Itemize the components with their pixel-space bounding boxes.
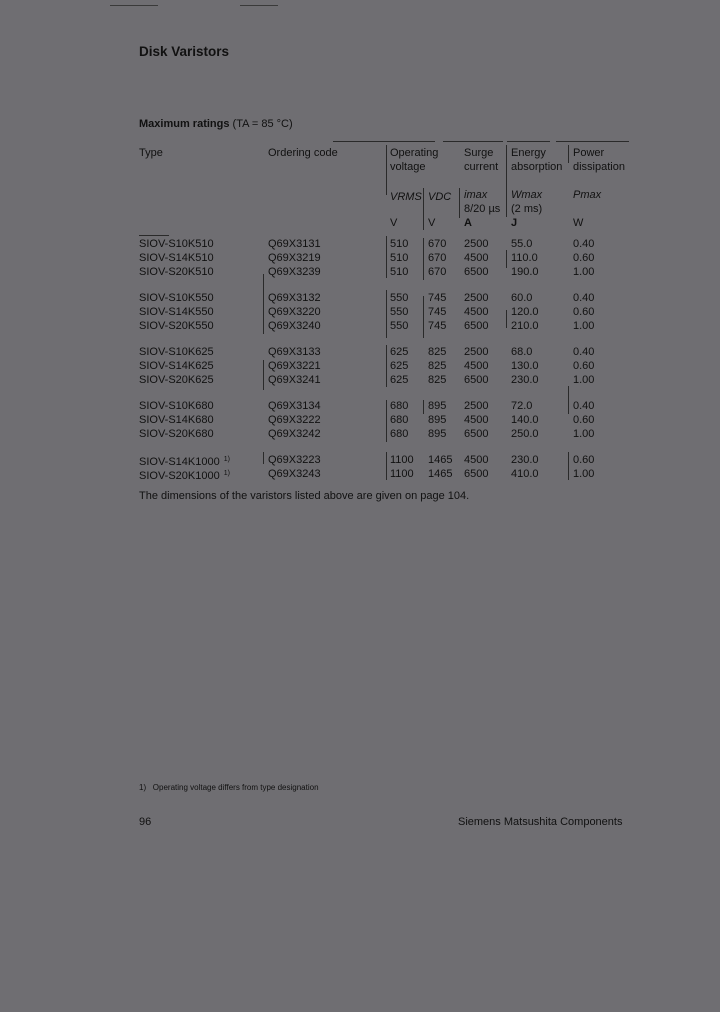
- col-header-vdc: VDC: [428, 191, 452, 203]
- cell-vrms-text: 625: [390, 346, 409, 358]
- cell-imax-text: 6500: [464, 266, 489, 278]
- cell-imax-text: 6500: [464, 468, 489, 480]
- header-separator: [568, 145, 569, 163]
- cell-type: [139, 467, 230, 483]
- cell-vrms: [390, 453, 414, 467]
- cell-imax-text: 6500: [464, 428, 489, 440]
- cell-type-text: SIOV-S14K680: [139, 414, 214, 426]
- header-separator: [386, 145, 387, 195]
- cell-vrms-text: 1100: [390, 468, 414, 480]
- cell-vrms: [390, 399, 408, 413]
- cell-ordering-code: [268, 467, 321, 481]
- cell-type: [139, 345, 214, 359]
- scan-artifact-top: [110, 5, 158, 6]
- cell-imax: [464, 359, 488, 373]
- cell-type-text: SIOV-S20K1000: [139, 470, 220, 482]
- cell-vdc: [428, 453, 452, 467]
- cell-imax-text: 2500: [464, 346, 489, 358]
- cell-ordering-code-text: Q69X3243: [268, 468, 321, 480]
- col-header-power-dissipation-1: Power: [573, 147, 605, 159]
- table-row: [0, 237, 720, 251]
- cell-wmax: [511, 427, 539, 441]
- cell-wmax-text: 55.0: [511, 238, 533, 250]
- cell-wmax-text: 72.0: [511, 400, 533, 412]
- cell-wmax: [511, 237, 532, 251]
- cell-vdc: [428, 305, 446, 319]
- cell-imax-text: 2500: [464, 238, 489, 250]
- unit-vrms: V: [390, 217, 398, 229]
- cell-pmax-text: 0.60: [573, 414, 595, 426]
- col-header-operating-voltage-2: voltage: [390, 161, 426, 173]
- cell-ordering-code-text: Q69X3219: [268, 252, 321, 264]
- footnote-mark: 1): [139, 783, 147, 792]
- col-header-wmax: Wmax: [511, 189, 543, 201]
- cell-ordering-code-text: Q69X3221: [268, 360, 321, 372]
- cell-ordering-code: [268, 373, 321, 387]
- cell-pmax-text: 1.00: [573, 468, 595, 480]
- cell-pmax-text: 0.40: [573, 400, 595, 412]
- cell-type-text: SIOV-S20K550: [139, 320, 214, 332]
- page-title: Disk Varistors: [139, 44, 230, 59]
- cell-wmax-text: 140.0: [511, 414, 539, 426]
- cell-type-text: SIOV-S14K625: [139, 360, 214, 372]
- cell-ordering-code-text: Q69X3223: [268, 454, 321, 466]
- cell-pmax-text: 0.60: [573, 360, 595, 372]
- cell-type-text: SIOV-S10K510: [139, 238, 214, 250]
- cell-ordering-code: [268, 265, 321, 279]
- cell-imax: [464, 265, 488, 279]
- cell-imax-text: 6500: [464, 320, 489, 332]
- cell-vdc: [428, 319, 446, 333]
- ratings-condition: (TA = 85 °C): [232, 118, 293, 130]
- table-row: [0, 453, 720, 467]
- cell-type-text: SIOV-S10K625: [139, 346, 214, 358]
- cell-vrms-text: 510: [390, 252, 409, 264]
- cell-vrms-text: 680: [390, 428, 409, 440]
- cell-wmax-text: 110.0: [511, 252, 538, 264]
- unit-pmax: W: [573, 217, 584, 229]
- table-row: [0, 305, 720, 319]
- header-separator: [506, 145, 507, 217]
- footnote-ref: 1): [223, 470, 230, 477]
- col-header-energy-absorption-1: Energy: [511, 147, 546, 159]
- cell-ordering-code: [268, 237, 321, 251]
- cell-wmax: [511, 413, 539, 427]
- cell-type-text: SIOV-S14K510: [139, 252, 214, 264]
- cell-type: [139, 413, 214, 427]
- cell-type: [139, 305, 214, 319]
- cell-pmax: [573, 467, 594, 481]
- table-row: [0, 319, 720, 333]
- cell-vrms: [390, 467, 414, 481]
- cell-pmax: [573, 453, 594, 467]
- cell-type: [139, 251, 214, 265]
- cell-vdc-text: 825: [428, 346, 447, 358]
- cell-wmax: [511, 319, 539, 333]
- cell-ordering-code: [268, 359, 321, 373]
- header-rule: [507, 141, 550, 142]
- cell-ordering-code-text: Q69X3132: [268, 292, 321, 304]
- cell-imax: [464, 373, 488, 387]
- cell-vdc: [428, 399, 446, 413]
- cell-imax: [464, 399, 488, 413]
- cell-type: [139, 237, 214, 251]
- cell-imax: [464, 251, 488, 265]
- footnote-ref: 1): [223, 456, 230, 463]
- cell-pmax-text: 1.00: [573, 374, 595, 386]
- cell-vdc-text: 825: [428, 360, 447, 372]
- cell-wmax: [511, 467, 539, 481]
- cell-vrms-text: 510: [390, 238, 409, 250]
- cell-pmax: [573, 237, 594, 251]
- cell-type-text: SIOV-S14K1000: [139, 456, 220, 468]
- cell-type-text: SIOV-S20K680: [139, 428, 214, 440]
- col-header-energy-absorption-2: absorption: [511, 161, 563, 173]
- cell-imax: [464, 319, 488, 333]
- cell-vdc-text: 670: [428, 238, 447, 250]
- cell-ordering-code: [268, 345, 321, 359]
- table-row: [0, 291, 720, 305]
- cell-vdc-text: 1465: [428, 454, 453, 466]
- cell-imax: [464, 237, 488, 251]
- cell-type: [139, 265, 214, 279]
- cell-imax-text: 4500: [464, 414, 489, 426]
- cell-ordering-code-text: Q69X3133: [268, 346, 321, 358]
- type-underline: [139, 235, 169, 236]
- footnote: [139, 783, 319, 792]
- cell-vrms-text: 550: [390, 320, 409, 332]
- cell-imax-text: 4500: [464, 360, 489, 372]
- cell-vdc: [428, 359, 446, 373]
- cell-pmax: [573, 251, 594, 265]
- cell-ordering-code: [268, 319, 321, 333]
- cell-imax: [464, 413, 488, 427]
- cell-vrms: [390, 345, 408, 359]
- cell-type: [139, 399, 214, 413]
- cell-type: [139, 319, 214, 333]
- col-header-ordering-code: Ordering code: [268, 147, 338, 159]
- cell-ordering-code-text: Q69X3220: [268, 306, 321, 318]
- cell-wmax: [511, 305, 539, 319]
- cell-vrms-text: 625: [390, 374, 409, 386]
- cell-imax: [464, 345, 488, 359]
- cell-wmax-text: 120.0: [511, 306, 539, 318]
- cell-vrms-text: 1100: [390, 454, 414, 466]
- cell-pmax-text: 0.60: [573, 306, 595, 318]
- col-header-surge-current-2: current: [464, 161, 499, 173]
- cell-vrms: [390, 413, 408, 427]
- cell-type-text: SIOV-S14K550: [139, 306, 214, 318]
- cell-pmax-text: 0.60: [573, 454, 595, 466]
- cell-pmax-text: 1.00: [573, 266, 595, 278]
- cell-vrms: [390, 373, 408, 387]
- cell-ordering-code-text: Q69X3239: [268, 266, 321, 278]
- col-header-pmax: Pmax: [573, 189, 602, 201]
- cell-pmax: [573, 291, 594, 305]
- col-header-surge-current-1: Surge: [464, 147, 494, 159]
- cell-wmax-text: 210.0: [511, 320, 539, 332]
- cell-ordering-code-text: Q69X3241: [268, 374, 321, 386]
- page-number: 96: [139, 816, 152, 828]
- cell-vdc: [428, 345, 446, 359]
- col-header-imax: imax: [464, 189, 488, 201]
- cell-ordering-code: [268, 399, 321, 413]
- cell-pmax: [573, 413, 594, 427]
- cell-vdc: [428, 251, 446, 265]
- cell-vdc-text: 670: [428, 266, 447, 278]
- cell-wmax-text: 60.0: [511, 292, 533, 304]
- cell-wmax: [511, 345, 532, 359]
- cell-type: [139, 427, 214, 441]
- cell-ordering-code-text: Q69X3222: [268, 414, 321, 426]
- cell-ordering-code: [268, 427, 321, 441]
- cell-ordering-code-text: Q69X3131: [268, 238, 321, 250]
- cell-imax: [464, 291, 488, 305]
- cell-pmax-text: 0.40: [573, 346, 595, 358]
- col-header-imax-condition: 8/20 µs: [464, 203, 501, 215]
- col-header-power-dissipation-2: dissipation: [573, 161, 625, 173]
- cell-pmax: [573, 373, 594, 387]
- cell-vdc: [428, 467, 452, 481]
- footnote-text: Operating voltage differs from type designation: [152, 783, 319, 792]
- cell-vrms-text: 680: [390, 400, 409, 412]
- cell-type-text: SIOV-S20K625: [139, 374, 214, 386]
- ratings-label: Maximum ratings: [139, 118, 230, 130]
- cell-ordering-code: [268, 251, 321, 265]
- cell-pmax-text: 0.40: [573, 238, 595, 250]
- cell-pmax: [573, 265, 594, 279]
- cell-vrms-text: 510: [390, 266, 409, 278]
- cell-ordering-code: [268, 305, 321, 319]
- cell-type-text: SIOV-S10K680: [139, 400, 214, 412]
- header-separator: [459, 188, 460, 218]
- cell-vdc: [428, 413, 446, 427]
- cell-ordering-code: [268, 291, 321, 305]
- cell-wmax: [511, 453, 539, 467]
- cell-ordering-code-text: Q69X3134: [268, 400, 321, 412]
- cell-pmax: [573, 345, 594, 359]
- table-row: [0, 359, 720, 373]
- cell-vrms: [390, 427, 408, 441]
- cell-vrms-text: 625: [390, 360, 409, 372]
- table-row: [0, 251, 720, 265]
- cell-vrms-text: 550: [390, 292, 409, 304]
- cell-vdc-text: 895: [428, 414, 447, 426]
- cell-imax-text: 2500: [464, 292, 489, 304]
- col-header-wmax-condition: (2 ms): [511, 203, 543, 215]
- cell-vdc-text: 1465: [428, 468, 453, 480]
- cell-imax-text: 4500: [464, 306, 489, 318]
- table-row: [0, 373, 720, 387]
- cell-pmax-text: 1.00: [573, 428, 595, 440]
- table-row: [0, 413, 720, 427]
- cell-vrms: [390, 305, 408, 319]
- cell-imax-text: 6500: [464, 374, 489, 386]
- col-header-vrms: VRMS: [390, 191, 422, 203]
- cell-vdc: [428, 427, 446, 441]
- cell-ordering-code-text: Q69X3240: [268, 320, 321, 332]
- cell-vdc: [428, 373, 446, 387]
- cell-wmax-text: 410.0: [511, 468, 539, 480]
- cell-vrms-text: 680: [390, 414, 409, 426]
- cell-vdc: [428, 265, 446, 279]
- cell-wmax-text: 68.0: [511, 346, 533, 358]
- cell-vrms-text: 550: [390, 306, 409, 318]
- cell-vrms: [390, 291, 408, 305]
- cell-imax-text: 4500: [464, 252, 489, 264]
- cell-vrms: [390, 265, 408, 279]
- col-header-type: Type: [139, 147, 163, 159]
- header-separator: [423, 188, 424, 230]
- cell-wmax: [511, 291, 532, 305]
- cell-imax: [464, 427, 488, 441]
- cell-ordering-code: [268, 453, 321, 467]
- cell-pmax: [573, 305, 594, 319]
- cell-vdc: [428, 291, 446, 305]
- cell-vdc-text: 895: [428, 400, 447, 412]
- cell-pmax: [573, 427, 594, 441]
- cell-vrms: [390, 251, 408, 265]
- unit-imax: A: [464, 217, 472, 229]
- cell-imax: [464, 467, 488, 481]
- cell-pmax-text: 1.00: [573, 320, 595, 332]
- publisher-footer: Siemens Matsushita Components: [458, 816, 623, 828]
- cell-pmax-text: 0.60: [573, 252, 595, 264]
- scan-artifact-top: [240, 5, 278, 6]
- cell-vdc: [428, 237, 446, 251]
- header-rule: [443, 141, 503, 142]
- cell-pmax-text: 0.40: [573, 292, 595, 304]
- cell-wmax-text: 250.0: [511, 428, 539, 440]
- cell-wmax: [511, 265, 539, 279]
- unit-vdc: V: [428, 217, 436, 229]
- table-row: [0, 345, 720, 359]
- ratings-heading: [139, 118, 293, 130]
- cell-vrms: [390, 359, 408, 373]
- cell-vdc-text: 745: [428, 292, 447, 304]
- cell-imax: [464, 453, 488, 467]
- cell-pmax: [573, 359, 594, 373]
- cell-type-text: SIOV-S10K550: [139, 292, 214, 304]
- cell-type: [139, 359, 214, 373]
- table-row: [0, 467, 720, 481]
- cell-imax-text: 2500: [464, 400, 489, 412]
- cell-type: [139, 291, 214, 305]
- table-row: [0, 265, 720, 279]
- cell-vdc-text: 745: [428, 320, 447, 332]
- cell-wmax-text: 190.0: [511, 266, 539, 278]
- header-rule: [333, 141, 435, 142]
- cell-wmax-text: 230.0: [511, 454, 539, 466]
- unit-wmax: J: [511, 217, 518, 229]
- cell-ordering-code: [268, 413, 321, 427]
- cell-pmax: [573, 399, 594, 413]
- cell-wmax: [511, 251, 538, 265]
- header-rule: [556, 141, 629, 142]
- cell-vdc-text: 670: [428, 252, 447, 264]
- cell-ordering-code-text: Q69X3242: [268, 428, 321, 440]
- cell-vdc-text: 895: [428, 428, 447, 440]
- cell-vdc-text: 825: [428, 374, 447, 386]
- col-header-operating-voltage-1: Operating: [390, 147, 439, 159]
- cell-imax: [464, 305, 488, 319]
- table-row: [0, 399, 720, 413]
- cell-vrms: [390, 319, 408, 333]
- cell-vrms: [390, 237, 408, 251]
- cell-imax-text: 4500: [464, 454, 489, 466]
- cell-wmax: [511, 399, 532, 413]
- cell-wmax-text: 130.0: [511, 360, 539, 372]
- cell-type: [139, 373, 214, 387]
- cell-vdc-text: 745: [428, 306, 447, 318]
- cell-wmax-text: 230.0: [511, 374, 539, 386]
- cell-pmax: [573, 319, 594, 333]
- cell-type-text: SIOV-S20K510: [139, 266, 214, 278]
- table-row: [0, 427, 720, 441]
- dimensions-note: The dimensions of the varistors listed above are given on page 104.: [139, 490, 470, 502]
- cell-wmax: [511, 373, 539, 387]
- cell-wmax: [511, 359, 539, 373]
